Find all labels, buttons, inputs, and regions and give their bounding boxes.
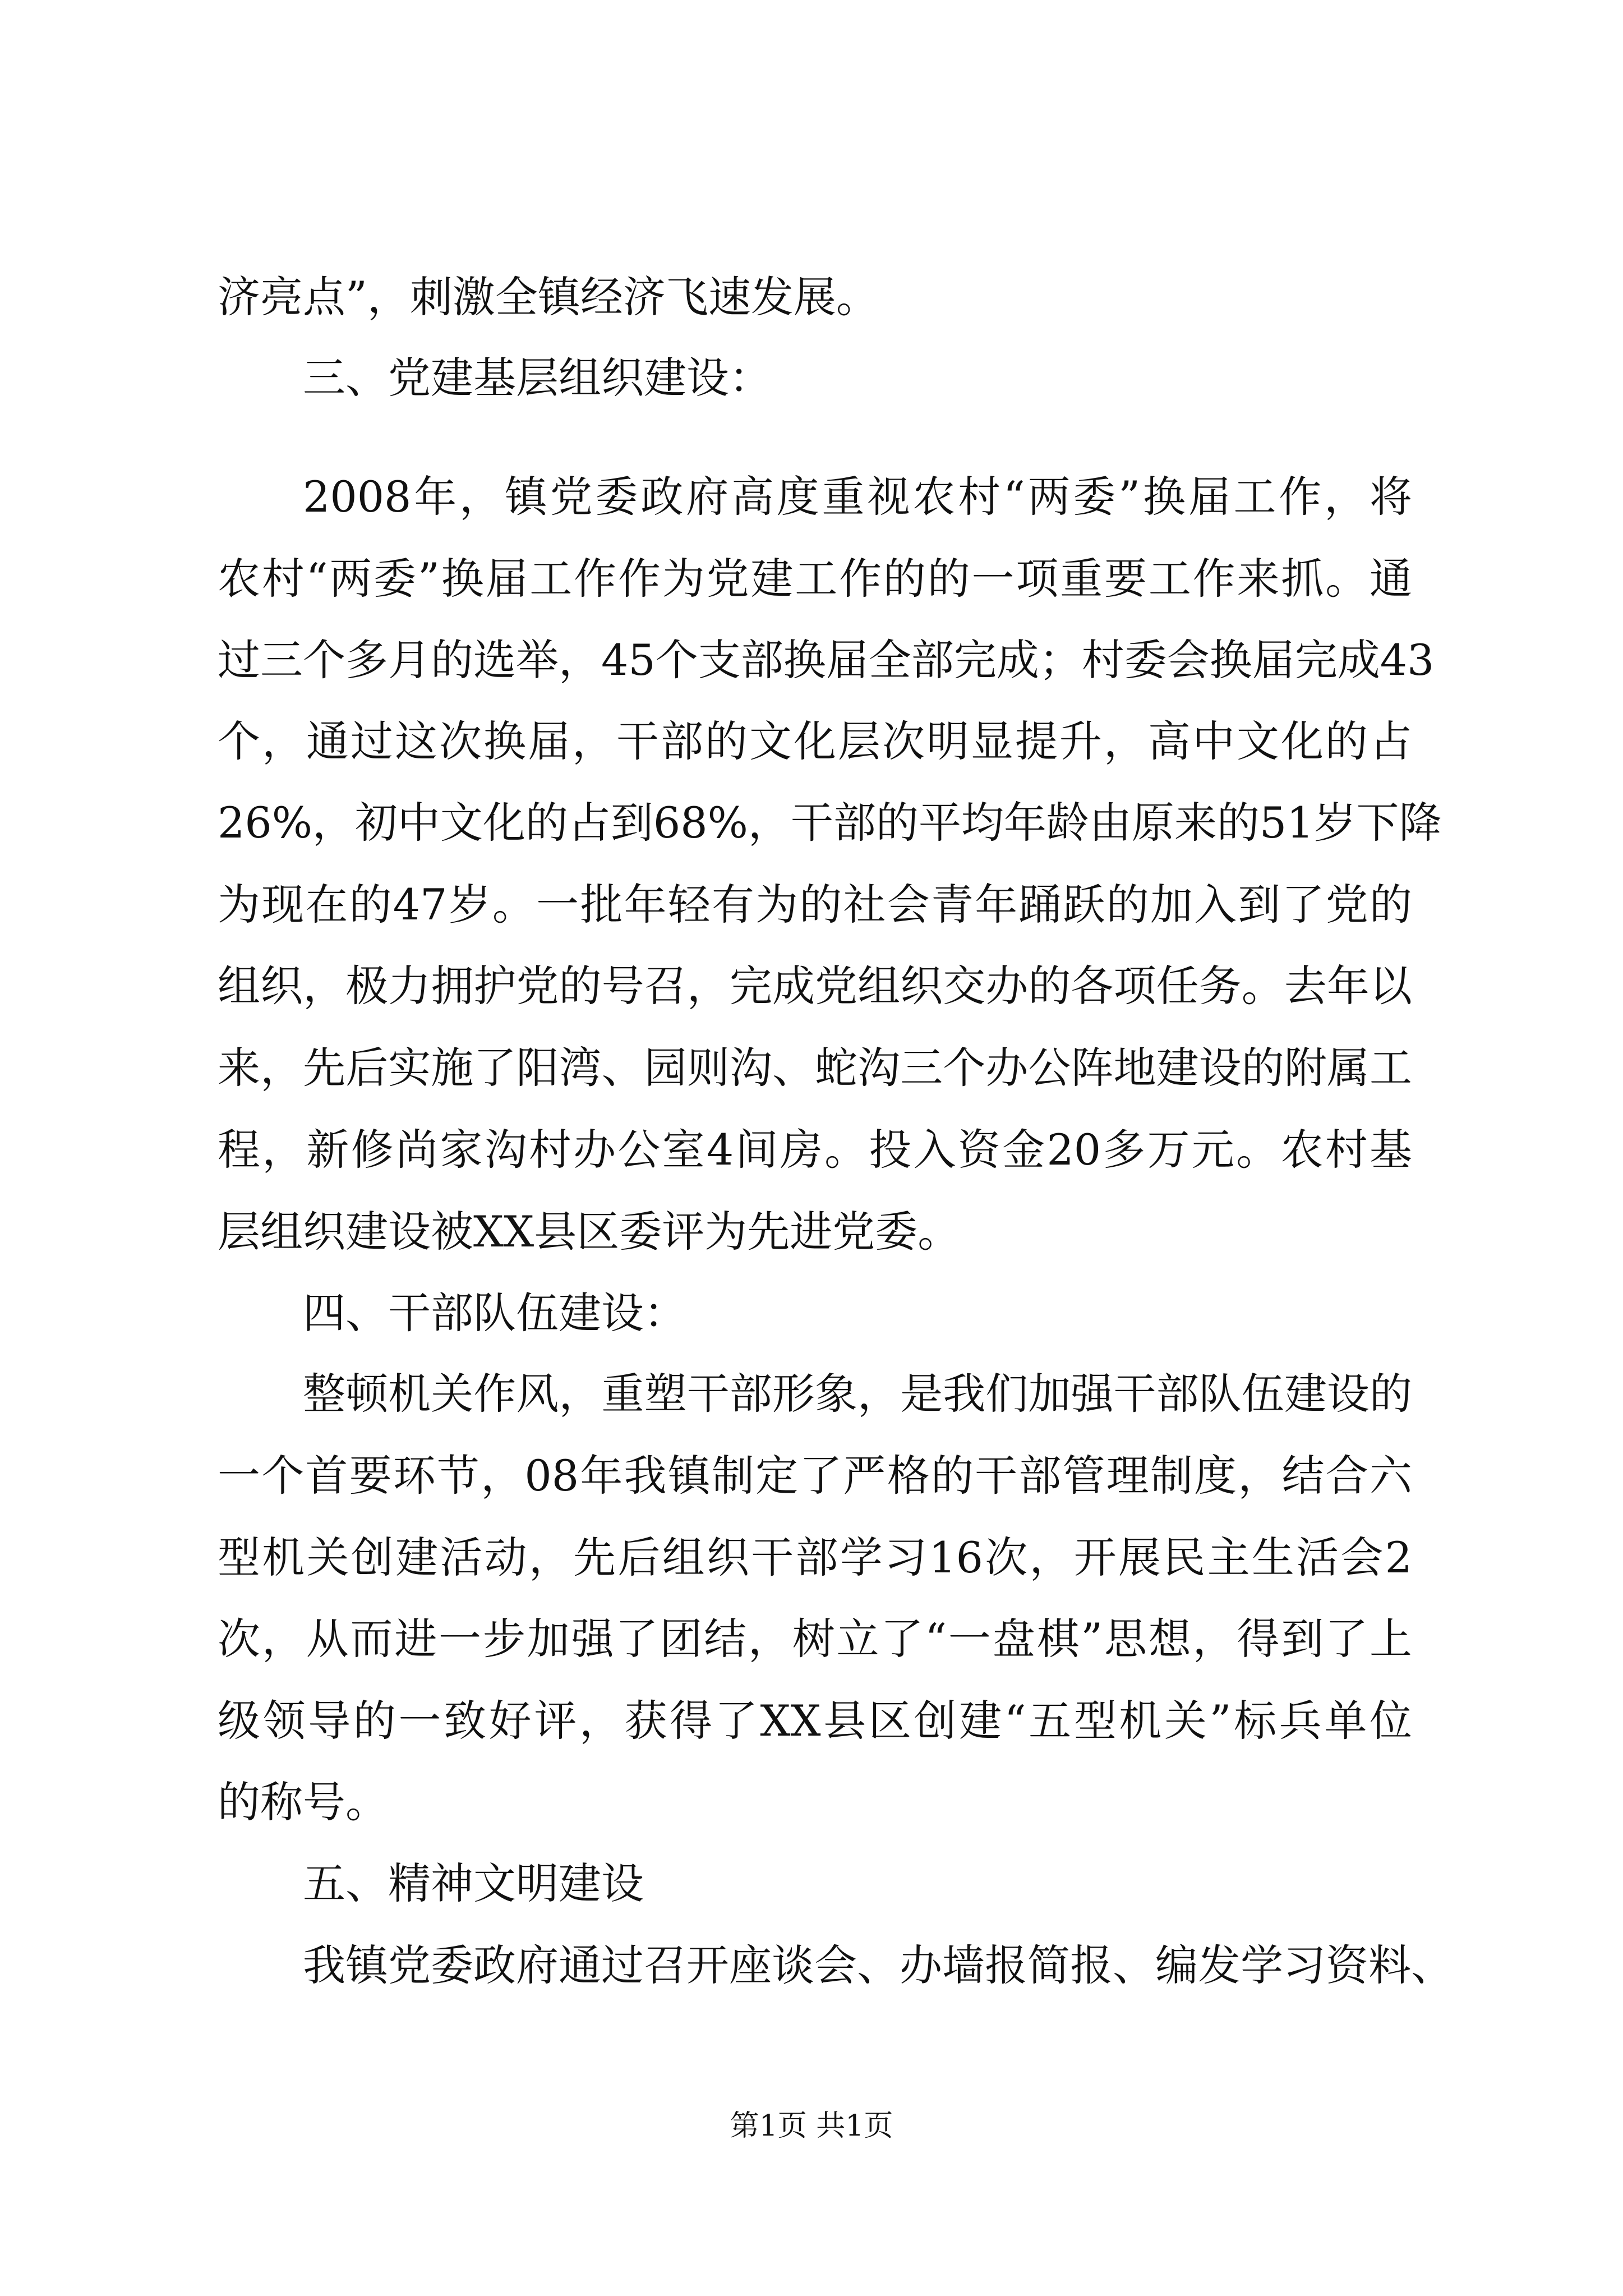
paragraph-line-1: 济亮点”，刺激全镇经济飞速发展。 <box>218 272 879 322</box>
paragraph-line-19: 的称号。 <box>218 1777 388 1827</box>
paragraph-line-15: 一个首要环节，08年我镇制定了严格的干部管理制度，结合六 <box>218 1451 1412 1501</box>
paragraph-line-18: 级领导的一致好评，获得了XX县区创建“五型机关”标兵单位 <box>218 1696 1412 1746</box>
paragraph-line-14: 整顿机关作风，重塑干部形象，是我们加强干部队伍建设的 <box>303 1369 1412 1419</box>
paragraph-line-9: 组织，极力拥护党的号召，完成党组织交办的各项任务。去年以 <box>218 961 1412 1011</box>
paragraph-line-4: 农村“两委”换届工作作为党建工作的的一项重要工作来抓。通 <box>218 554 1412 604</box>
section-heading-4: 四、干部队伍建设： <box>303 1288 686 1338</box>
paragraph-line-5: 过三个多月的选举，45个支部换届全部完成；村委会换届完成43 <box>218 635 1435 685</box>
paragraph-line-8: 为现在的47岁。一批年轻有为的社会青年踊跃的加入到了党的 <box>218 880 1412 930</box>
paragraph-line-6: 个，通过这次换届，干部的文化层次明显提升，高中文化的占 <box>218 716 1412 766</box>
paragraph-line-3: 2008年，镇党委政府高度重视农村“两委”换届工作，将 <box>303 472 1412 522</box>
section-heading-3: 三、党建基层组织建设： <box>303 353 772 403</box>
paragraph-line-12: 层组织建设被XX县区委评为先进党委。 <box>218 1207 961 1257</box>
paragraph-line-11: 程，新修尚家沟村办公室4间房。投入资金20多万元。农村基 <box>218 1125 1412 1175</box>
paragraph-line-10: 来，先后实施了阳湾、园则沟、蛇沟三个办公阵地建设的附属工 <box>218 1043 1412 1093</box>
section-heading-5: 五、精神文明建设 <box>303 1858 644 1908</box>
paragraph-line-7: 26%，初中文化的占到68%，干部的平均年龄由原来的51岁下降 <box>218 798 1442 848</box>
paragraph-line-16: 型机关创建活动，先后组织干部学习16次，开展民主生活会2 <box>218 1533 1412 1582</box>
paragraph-line-17: 次，从而进一步加强了团结，树立了“一盘棋”思想，得到了上 <box>218 1614 1412 1664</box>
page-number-footer: 第1页 共1页 <box>730 2109 893 2143</box>
paragraph-line-21: 我镇党委政府通过召开座谈会、办墙报简报、编发学习资料、 <box>303 1940 1454 1990</box>
